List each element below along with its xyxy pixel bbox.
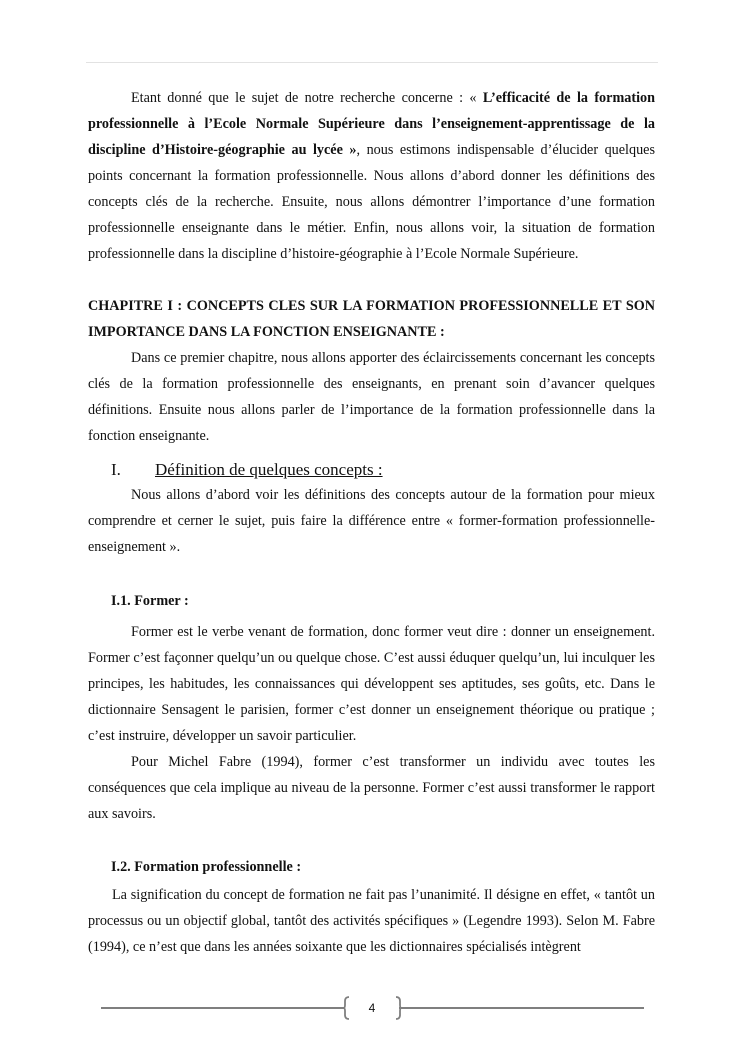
intro-text-start: Etant donné que le sujet de notre recherche concerne : « — [131, 90, 483, 106]
header-rule — [86, 62, 658, 63]
research-subject: L’efficacité de la formation professionnelle à l’Ecole Normale Supérieure dans l’enseignement-apprentissage de la discipline d’Histoire-géographie au lycée » — [88, 90, 656, 158]
section-number: I. — [111, 460, 121, 479]
subsection-formation-title: I.2. Formation professionnelle : — [111, 859, 302, 875]
intro-text-end: , nous estimons indispensable d’élucider quelques points concernant la formation professionnelle. Nous allons d’abord donner les définitions des concepts clés de la recherche. Ensuite, nous allons démontrer l’importance d’une formation professionnelle enseignante dans le métier. Enfin, nous allons voir, la situation de formation professionnelle dans la discipline d’histoire-géographie à l’Ecole Normale Supérieure. — [88, 142, 656, 262]
subsection-former-paragraph-1: Former est le verbe venant de formation, donc former veut dire : donner un enseignement. Former c’est façonner quelqu’un ou quelque chose. C’est aussi éduquer quelqu’un, lui inculquer les principes, les habitudes, les connaissances qui développent ses aptitudes, ses goûts, etc. Dans le dictionnaire Sensagent le parisien, former c’est donner un enseignement théorique ou pratique ; c’est instruire, développer un savoir particulier. — [88, 624, 655, 744]
section-paragraph: Nous allons d’abord voir les définitions des concepts autour de la formation pour mieux comprendre et cerner le sujet, puis faire la différence entre « former-formation professionnelle-enseignement ». — [88, 487, 655, 555]
page-number: 4 — [368, 1001, 376, 1015]
subsection-former-paragraph-2: Pour Michel Fabre (1994), former c’est transformer un individu avec toutes les conséquences que cela implique au niveau de la personne. Former c’est aussi transformer le rapport aux savoirs. — [88, 754, 655, 822]
page-content — [88, 85, 655, 960]
footer-rule-right — [399, 1007, 644, 1009]
right-brace-icon — [395, 996, 402, 1020]
page-footer — [0, 993, 745, 1023]
section-heading — [88, 458, 655, 482]
subsection-former-title: I.1. Former : — [111, 593, 189, 609]
footer-rule-left — [101, 1007, 344, 1009]
chapter-title: CHAPITRE I : CONCEPTS CLES SUR LA FORMATION PROFESSIONNELLE ET SON IMPORTANCE DANS LA FONCTION ENSEIGNANTE : — [88, 298, 655, 340]
chapter-intro: Dans ce premier chapitre, nous allons apporter des éclaircissements concernant les concepts clés de la formation professionnelle des enseignants, en prenant soin d’avancer quelques définitions. Ensuite nous allons parler de l’importance de la formation professionnelle dans la fonction enseignante. — [88, 350, 655, 444]
intro-paragraph — [88, 85, 655, 267]
subsection-formation-paragraph: La signification du concept de formation ne fait pas l’unanimité. Il désigne en effet, « tantôt un processus ou un objectif global, tantôt des activités spécifiques » (Legendre 1993). Selon M. Fabre (1994), ce n’est que dans les années soixante que les dictionnaires spécialisés intègrent — [88, 887, 655, 955]
section-title: Définition de quelques concepts : — [155, 460, 383, 479]
